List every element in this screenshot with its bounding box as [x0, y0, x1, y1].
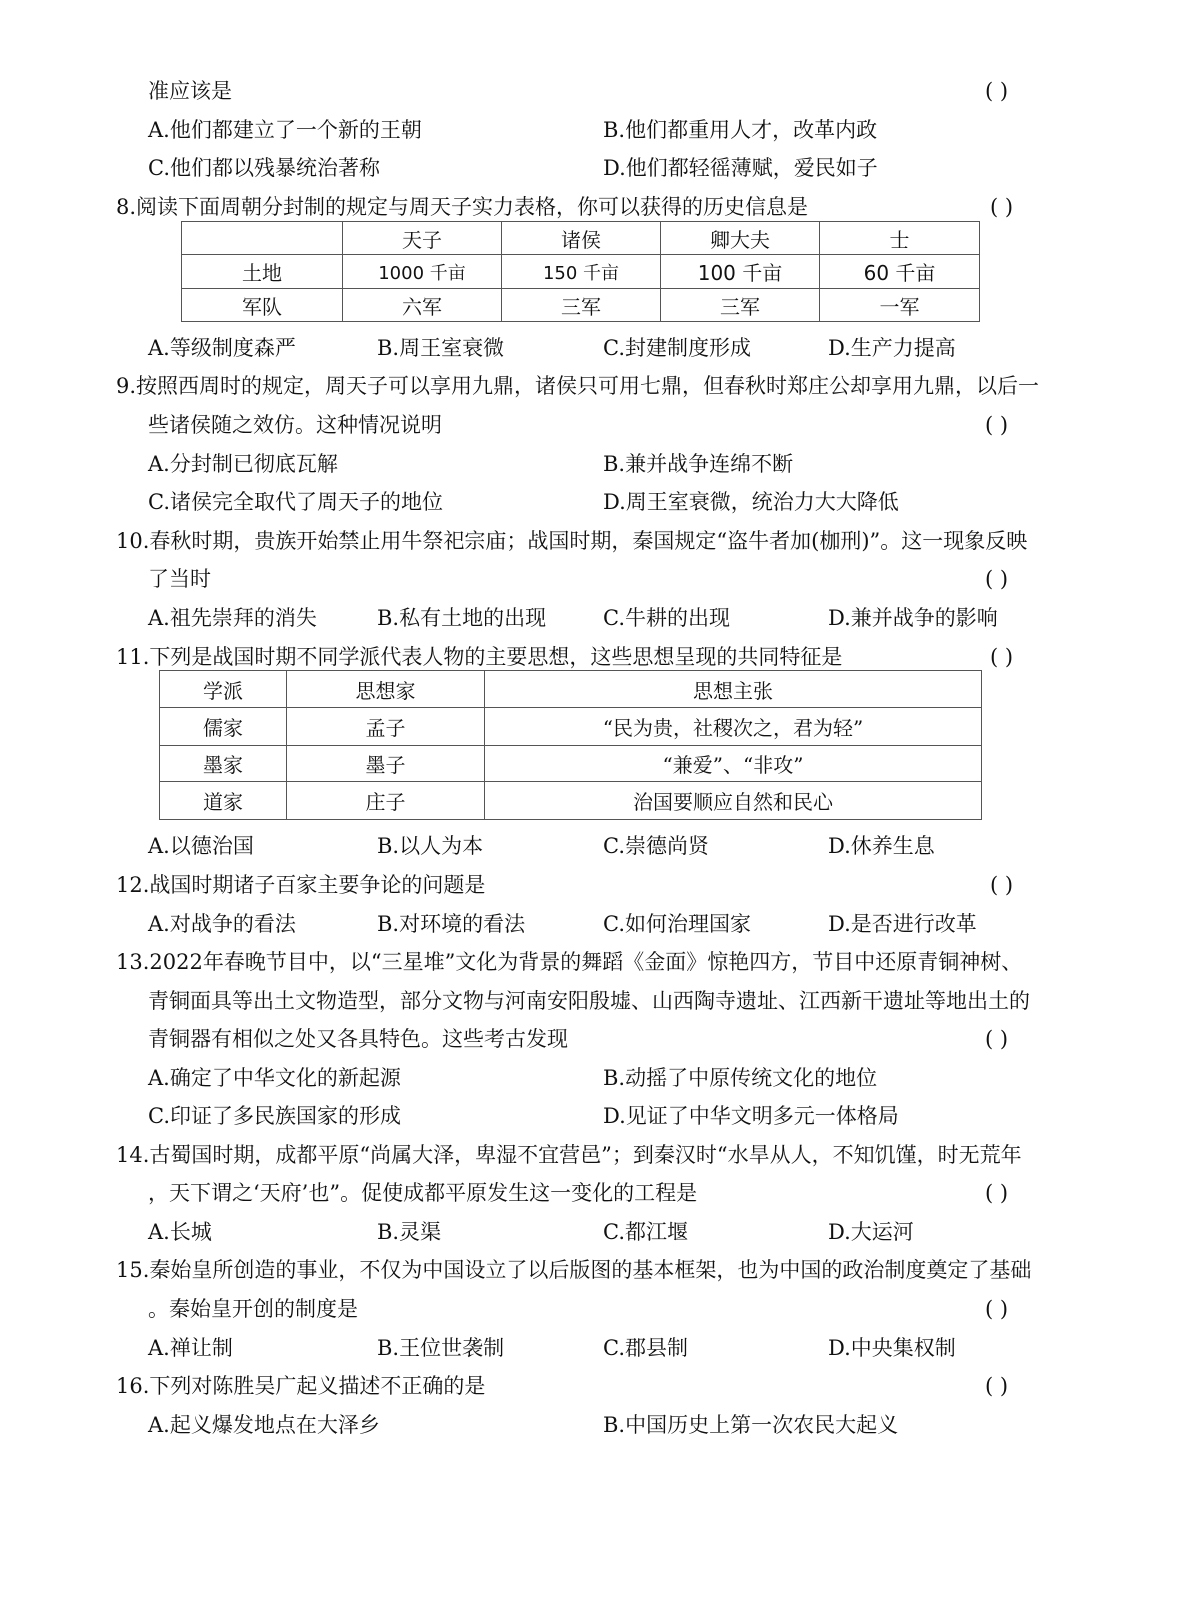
table-header-row: [182, 222, 980, 255]
q13-option-a: A.确定了中华文化的新起源: [148, 1066, 401, 1090]
table-cell: 军队: [182, 289, 343, 322]
q14-stem-line2: ，天下谓之‘天府’也”。促使成都平原发生这一变化的工程是: [148, 1181, 698, 1205]
q14-stem-line1: 14.古蜀国时期，成都平原“尚属大泽，卑湿不宜营邑”；到秦汉时“水旱从人，不知饥馑，时无荒年: [116, 1143, 1022, 1167]
q9-stem-line1: 9.按照西周时的规定，周天子可以享用九鼎，诸侯只可用七鼎，但春秋时郑庄公却享用九鼎，以后一: [116, 374, 1040, 398]
table-header-cell: 思想家: [287, 671, 485, 708]
table-header-cell: 思想主张: [485, 671, 982, 708]
q10-option-a: A.祖先崇拜的消失: [148, 606, 317, 630]
q9-option-b: B.兼并战争连绵不断: [603, 452, 794, 476]
table-header-cell: 诸侯: [502, 222, 661, 255]
table-cell: “民为贵，社稷次之，君为轻”: [485, 708, 982, 746]
table-cell: 土地: [182, 255, 343, 289]
table-cell: 墨子: [287, 746, 485, 782]
q7-option-c: C.他们都以残暴统治著称: [148, 156, 380, 180]
q10-option-d: D.兼并战争的影响: [828, 606, 998, 630]
q11-schools-table: [159, 670, 982, 820]
q13-option-b: B.动摇了中原传统文化的地位: [603, 1066, 878, 1090]
table-cell: 庄子: [287, 782, 485, 820]
table-cell: 孟子: [287, 708, 485, 746]
table-cell: 60 千亩: [820, 255, 980, 289]
q8-feudal-table: [181, 221, 980, 322]
q13-stem-line3: 青铜器有相似之处又各具特色。这些考古发现: [148, 1027, 568, 1051]
q7-option-d: D.他们都轻徭薄赋，爱民如子: [603, 156, 878, 180]
table-header-cell: [182, 222, 343, 255]
table-header-cell: 卿大夫: [661, 222, 820, 255]
q7-answer-bracket: ( ): [985, 79, 1009, 103]
q13-stem-line1: 13.2022年春晚节目中，以“三星堆”文化为背景的舞蹈《金面》惊艳四方，节目中还原青铜神树、: [116, 950, 1023, 974]
table-cell: 三军: [661, 289, 820, 322]
table-cell: 墨家: [160, 746, 287, 782]
q13-option-c: C.印证了多民族国家的形成: [148, 1104, 401, 1128]
table-cell: 100 千亩: [661, 255, 820, 289]
q16-answer-bracket: ( ): [985, 1374, 1009, 1398]
table-header-cell: 天子: [343, 222, 502, 255]
table-cell: 儒家: [160, 708, 287, 746]
q15-option-a: A.禅让制: [148, 1336, 233, 1360]
q7-stem-cont: 准应该是: [148, 79, 232, 103]
q11-option-c: C.崇德尚贤: [603, 834, 709, 858]
table-header-cell: 士: [820, 222, 980, 255]
table-cell: 一军: [820, 289, 980, 322]
q11-stem: 11.下列是战国时期不同学派代表人物的主要思想，这些思想呈现的共同特征是: [116, 645, 843, 669]
table-row: [160, 746, 982, 782]
q14-answer-bracket: ( ): [985, 1181, 1009, 1205]
q11-option-d: D.休养生息: [828, 834, 935, 858]
q13-stem-line2: 青铜面具等出土文物造型，部分文物与河南安阳殷墟、山西陶寺遗址、江西新干遗址等地出土的: [148, 989, 1030, 1013]
q7-option-b: B.他们都重用人才，改革内政: [603, 118, 878, 142]
q12-answer-bracket: ( ): [990, 873, 1014, 897]
q8-option-b: B.周王室衰微: [377, 336, 505, 360]
table-row: [160, 782, 982, 820]
q13-option-d: D.见证了中华文明多元一体格局: [603, 1104, 899, 1128]
q15-answer-bracket: ( ): [985, 1297, 1009, 1321]
q9-option-d: D.周王室衰微，统治力大大降低: [603, 490, 899, 514]
q8-option-c: C.封建制度形成: [603, 336, 751, 360]
q15-stem-line1: 15.秦始皇所创造的事业，不仅为中国设立了以后版图的基本框架，也为中国的政治制度奠定了基础: [116, 1258, 1032, 1282]
table-cell: 道家: [160, 782, 287, 820]
q12-option-d: D.是否进行改革: [828, 912, 977, 936]
q16-option-b: B.中国历史上第一次农民大起义: [603, 1413, 899, 1437]
q9-stem-line2: 些诸侯随之效仿。这种情况说明: [148, 413, 442, 437]
q9-option-c: C.诸侯完全取代了周天子的地位: [148, 490, 443, 514]
q12-option-a: A.对战争的看法: [148, 912, 296, 936]
q9-answer-bracket: ( ): [985, 413, 1009, 437]
q15-option-c: C.郡县制: [603, 1336, 688, 1360]
q12-stem: 12.战国时期诸子百家主要争论的问题是: [116, 873, 486, 897]
q9-option-a: A.分封制已彻底瓦解: [148, 452, 338, 476]
q8-stem: 8.阅读下面周朝分封制的规定与周天子实力表格，你可以获得的历史信息是: [116, 195, 809, 219]
table-header-cell: 学派: [160, 671, 287, 708]
q14-option-c: C.都江堰: [603, 1220, 688, 1244]
q16-option-a: A.起义爆发地点在大泽乡: [148, 1413, 380, 1437]
q15-stem-line2: 。秦始皇开创的制度是: [148, 1297, 358, 1321]
table-row: [182, 289, 980, 322]
q10-answer-bracket: ( ): [985, 567, 1009, 591]
q11-option-b: B.以人为本: [377, 834, 484, 858]
q15-option-b: B.王位世袭制: [377, 1336, 505, 1360]
table-cell: 三军: [502, 289, 661, 322]
q14-option-b: B.灵渠: [377, 1220, 442, 1244]
q8-answer-bracket: ( ): [990, 195, 1014, 219]
table-header-row: [160, 671, 982, 708]
q7-option-a: A.他们都建立了一个新的王朝: [148, 118, 422, 142]
q13-answer-bracket: ( ): [985, 1027, 1009, 1051]
q8-option-d: D.生产力提高: [828, 336, 956, 360]
q10-option-c: C.牛耕的出现: [603, 606, 730, 630]
table-cell: 治国要顺应自然和民心: [485, 782, 982, 820]
q12-option-c: C.如何治理国家: [603, 912, 751, 936]
q14-option-a: A.长城: [148, 1220, 212, 1244]
q16-stem: 16.下列对陈胜吴广起义描述不正确的是: [116, 1374, 486, 1398]
table-cell: “兼爱”、“非攻”: [485, 746, 982, 782]
q15-option-d: D.中央集权制: [828, 1336, 956, 1360]
q11-answer-bracket: ( ): [990, 645, 1014, 669]
table-row: [160, 708, 982, 746]
q10-option-b: B.私有土地的出现: [377, 606, 547, 630]
table-row: [182, 255, 980, 289]
q14-option-d: D.大运河: [828, 1220, 914, 1244]
q11-option-a: A.以德治国: [148, 834, 254, 858]
table-cell: 150 千亩: [502, 255, 661, 289]
q8-option-a: A.等级制度森严: [148, 336, 296, 360]
q10-stem-line2: 了当时: [148, 567, 211, 591]
table-cell: 1000 千亩: [343, 255, 502, 289]
table-cell: 六军: [343, 289, 502, 322]
q10-stem-line1: 10.春秋时期，贵族开始禁止用牛祭祀宗庙；战国时期，秦国规定“盗牛者加(枷刑)”。这一现象反映: [116, 529, 1028, 553]
q12-option-b: B.对环境的看法: [377, 912, 526, 936]
